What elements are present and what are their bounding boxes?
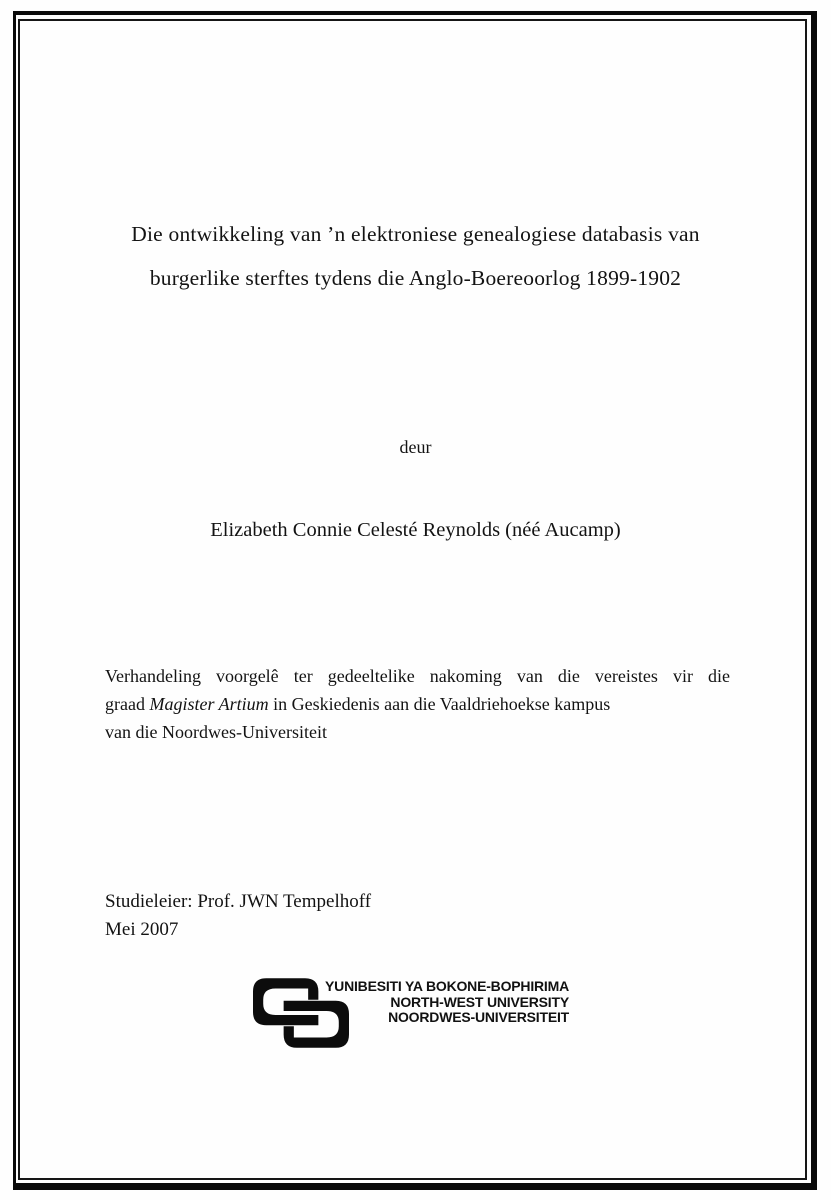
author-name: Elizabeth Connie Celesté Reynolds (néé Aucamp) [210, 519, 621, 541]
date-line: Mei 2007 [105, 919, 179, 940]
supervisor-block [105, 888, 371, 944]
degree-statement-line1: Verhandeling voorgelê ter gedeeltelike nakoming van die vereistes vir die [105, 666, 730, 686]
thesis-title-line1: Die ontwikkeling van ’n elektroniese genealogiese databasis van [131, 222, 700, 246]
thesis-title-line2: burgerlike sterftes tydens die Anglo-Boereoorlog 1899-1902 [149, 266, 682, 290]
supervisor-line: Studieleier: Prof. JWN Tempelhoff [105, 891, 372, 912]
degree-statement [105, 662, 730, 746]
degree-statement-line2-pre: graad [105, 694, 150, 714]
university-logo [253, 977, 573, 1049]
degree-statement-line2 [105, 690, 730, 718]
university-logo-text [315, 979, 569, 1026]
logo-text-setswana: YUNIBESITI YA BOKONE-BOPHIRIMA [325, 978, 569, 994]
logo-text-afrikaans: NOORDWES-UNIVERSITEIT [388, 1009, 569, 1025]
byline-label: deur [399, 437, 432, 457]
logo-text-english: NORTH-WEST UNIVERSITY [390, 993, 569, 1010]
thesis-title [55, 212, 776, 300]
degree-statement-line3: van die Noordwes-Universiteit [105, 722, 327, 742]
degree-name-italic: Magister Artium [149, 694, 269, 714]
degree-statement-line2-post: in Geskiedenis aan die Vaaldriehoekse kampus [268, 694, 611, 714]
